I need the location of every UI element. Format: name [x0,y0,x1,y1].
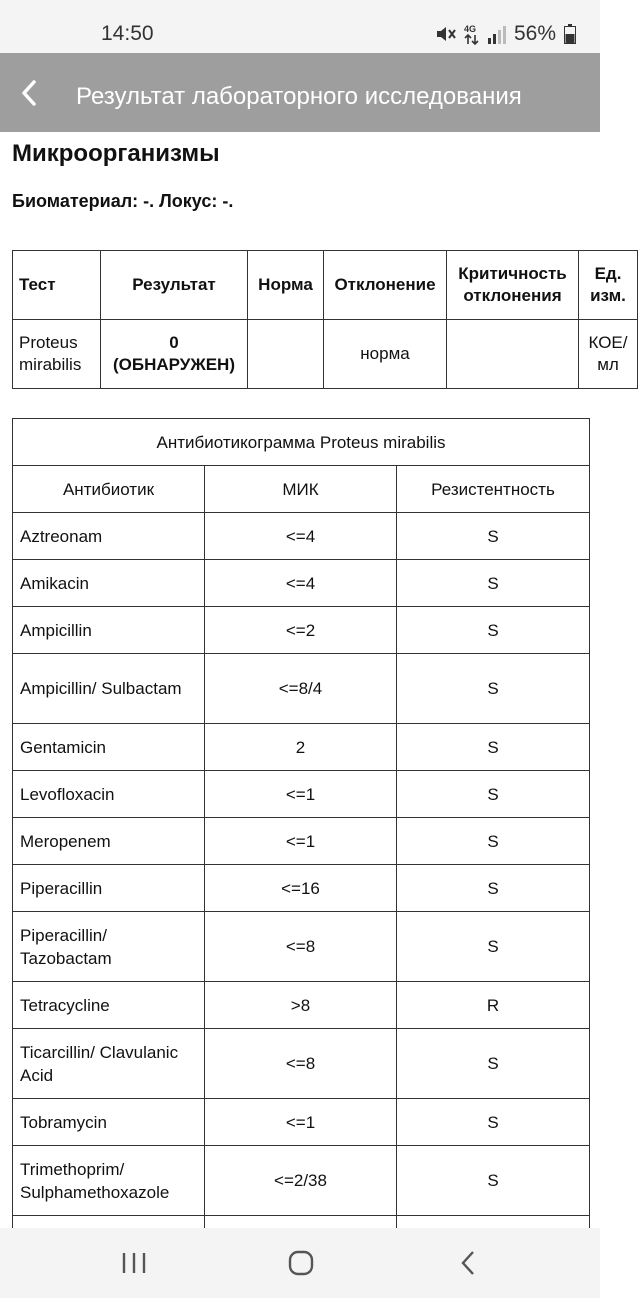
cell-resistance: S [397,912,590,982]
cell-mic: <=2 [205,607,397,654]
header-resistance: Резистентность [397,466,590,513]
cell-mic: >8 [205,982,397,1029]
cell-resistance: S [397,1029,590,1099]
results-header-row [13,251,638,320]
cell-resistance: S [397,724,590,771]
cell-mic: <=8 [205,912,397,982]
header-norm: Норма [248,251,324,320]
antibiogram-row [13,1029,590,1099]
cell-antibiotic: Meropenem [13,818,205,865]
cell-unit: КОЕ/мл [579,320,638,389]
cell-antibiotic: Trimethoprim/ Sulphamethoxazole [13,1146,205,1216]
recent-apps-icon[interactable] [121,1250,147,1281]
antibiogram-row [13,818,590,865]
antibiogram-row [13,1099,590,1146]
cell-mic: <=16 [205,865,397,912]
cell-mic: <=2/38 [205,1146,397,1216]
status-icons [434,22,576,46]
cell-antibiotic: Ampicillin/ Sulbactam [13,654,205,724]
cell-mic: 2 [205,724,397,771]
header-unit: Ед. изм. [579,251,638,320]
antibiogram-row [13,982,590,1029]
antibiogram-row [13,912,590,982]
cell-resistance: S [397,607,590,654]
cell-antibiotic: Gentamicin [13,724,205,771]
cell-mic: <=1 [205,818,397,865]
cell-antibiotic: Amikacin [13,560,205,607]
status-time: 14:50 [101,22,154,45]
antibiogram-row [13,607,590,654]
cell-resistance: S [397,818,590,865]
cell-mic: <=1 [205,771,397,818]
cell-resistance: S [397,1146,590,1216]
cell-mic: <=1 [205,1099,397,1146]
antibiogram-row [13,654,590,724]
cell-antibiotic: Tetracycline [13,982,205,1029]
header-result: Результат [101,251,248,320]
antibiogram-row [13,560,590,607]
cell-resistance: S [397,771,590,818]
chevron-left-icon[interactable] [18,79,42,107]
cell-mic: <=8/4 [205,654,397,724]
antibiogram-row [13,771,590,818]
cell-antibiotic: Levofloxacin [13,771,205,818]
cell-resistance: S [397,560,590,607]
cell-antibiotic: Piperacillin [13,865,205,912]
data-4g-icon [464,23,480,45]
status-bar [0,0,600,53]
header-test: Тест [13,251,101,320]
header-mic: МИК [205,466,397,513]
cell-mic: <=4 [205,513,397,560]
antibiogram-row [13,513,590,560]
header-criticality: Критичность отклонения [447,251,579,320]
cell-deviation: норма [324,320,447,389]
back-nav-icon[interactable] [459,1250,479,1281]
mute-vibrate-icon [434,24,456,44]
cell-antibiotic: Aztreonam [13,513,205,560]
results-table [12,250,638,389]
signal-icon [488,24,506,44]
cell-antibiotic: Ticarcillin/ Clavulanic Acid [13,1029,205,1099]
page-title: Результат лабораторного исследования [76,83,522,110]
cell-mic: <=8 [205,1029,397,1099]
cell-criticality [447,320,579,389]
battery-label: 56% [513,22,556,45]
cell-norm [248,320,324,389]
cell-test: Proteus mirabilis [13,320,101,389]
cell-resistance: S [397,654,590,724]
antibiogram-header-row [13,466,590,513]
biomaterial-locus: Биоматериал: -. Локус: -. [12,191,234,211]
cell-resistance: S [397,513,590,560]
cell-antibiotic: Ampicillin [13,607,205,654]
antibiogram-row [13,724,590,771]
antibiogram-row [13,1146,590,1216]
antibiogram-row [13,865,590,912]
battery-icon [564,24,576,44]
results-row [13,320,638,389]
cell-result: 0 (ОБНАРУЖЕН) [101,320,248,389]
home-icon[interactable] [288,1250,314,1281]
antibiogram-caption-row [13,419,590,466]
content-area[interactable] [0,132,628,1228]
svg-text:4G: 4G [463,24,476,34]
antibiogram-caption: Антибиотикограмма Proteus mirabilis [13,419,590,466]
cell-resistance: S [397,865,590,912]
header-deviation: Отклонение [324,251,447,320]
cell-resistance: S [397,1099,590,1146]
navigation-bar [0,1228,600,1298]
header-antibiotic: Антибиотик [13,466,205,513]
cell-antibiotic: Piperacillin/ Tazobactam [13,912,205,982]
cell-antibiotic: Tobramycin [13,1099,205,1146]
app-bar [0,53,600,132]
section-heading: Микроорганизмы [12,140,220,167]
cell-mic: <=4 [205,560,397,607]
cell-resistance: R [397,982,590,1029]
antibiogram-table [12,418,590,1263]
